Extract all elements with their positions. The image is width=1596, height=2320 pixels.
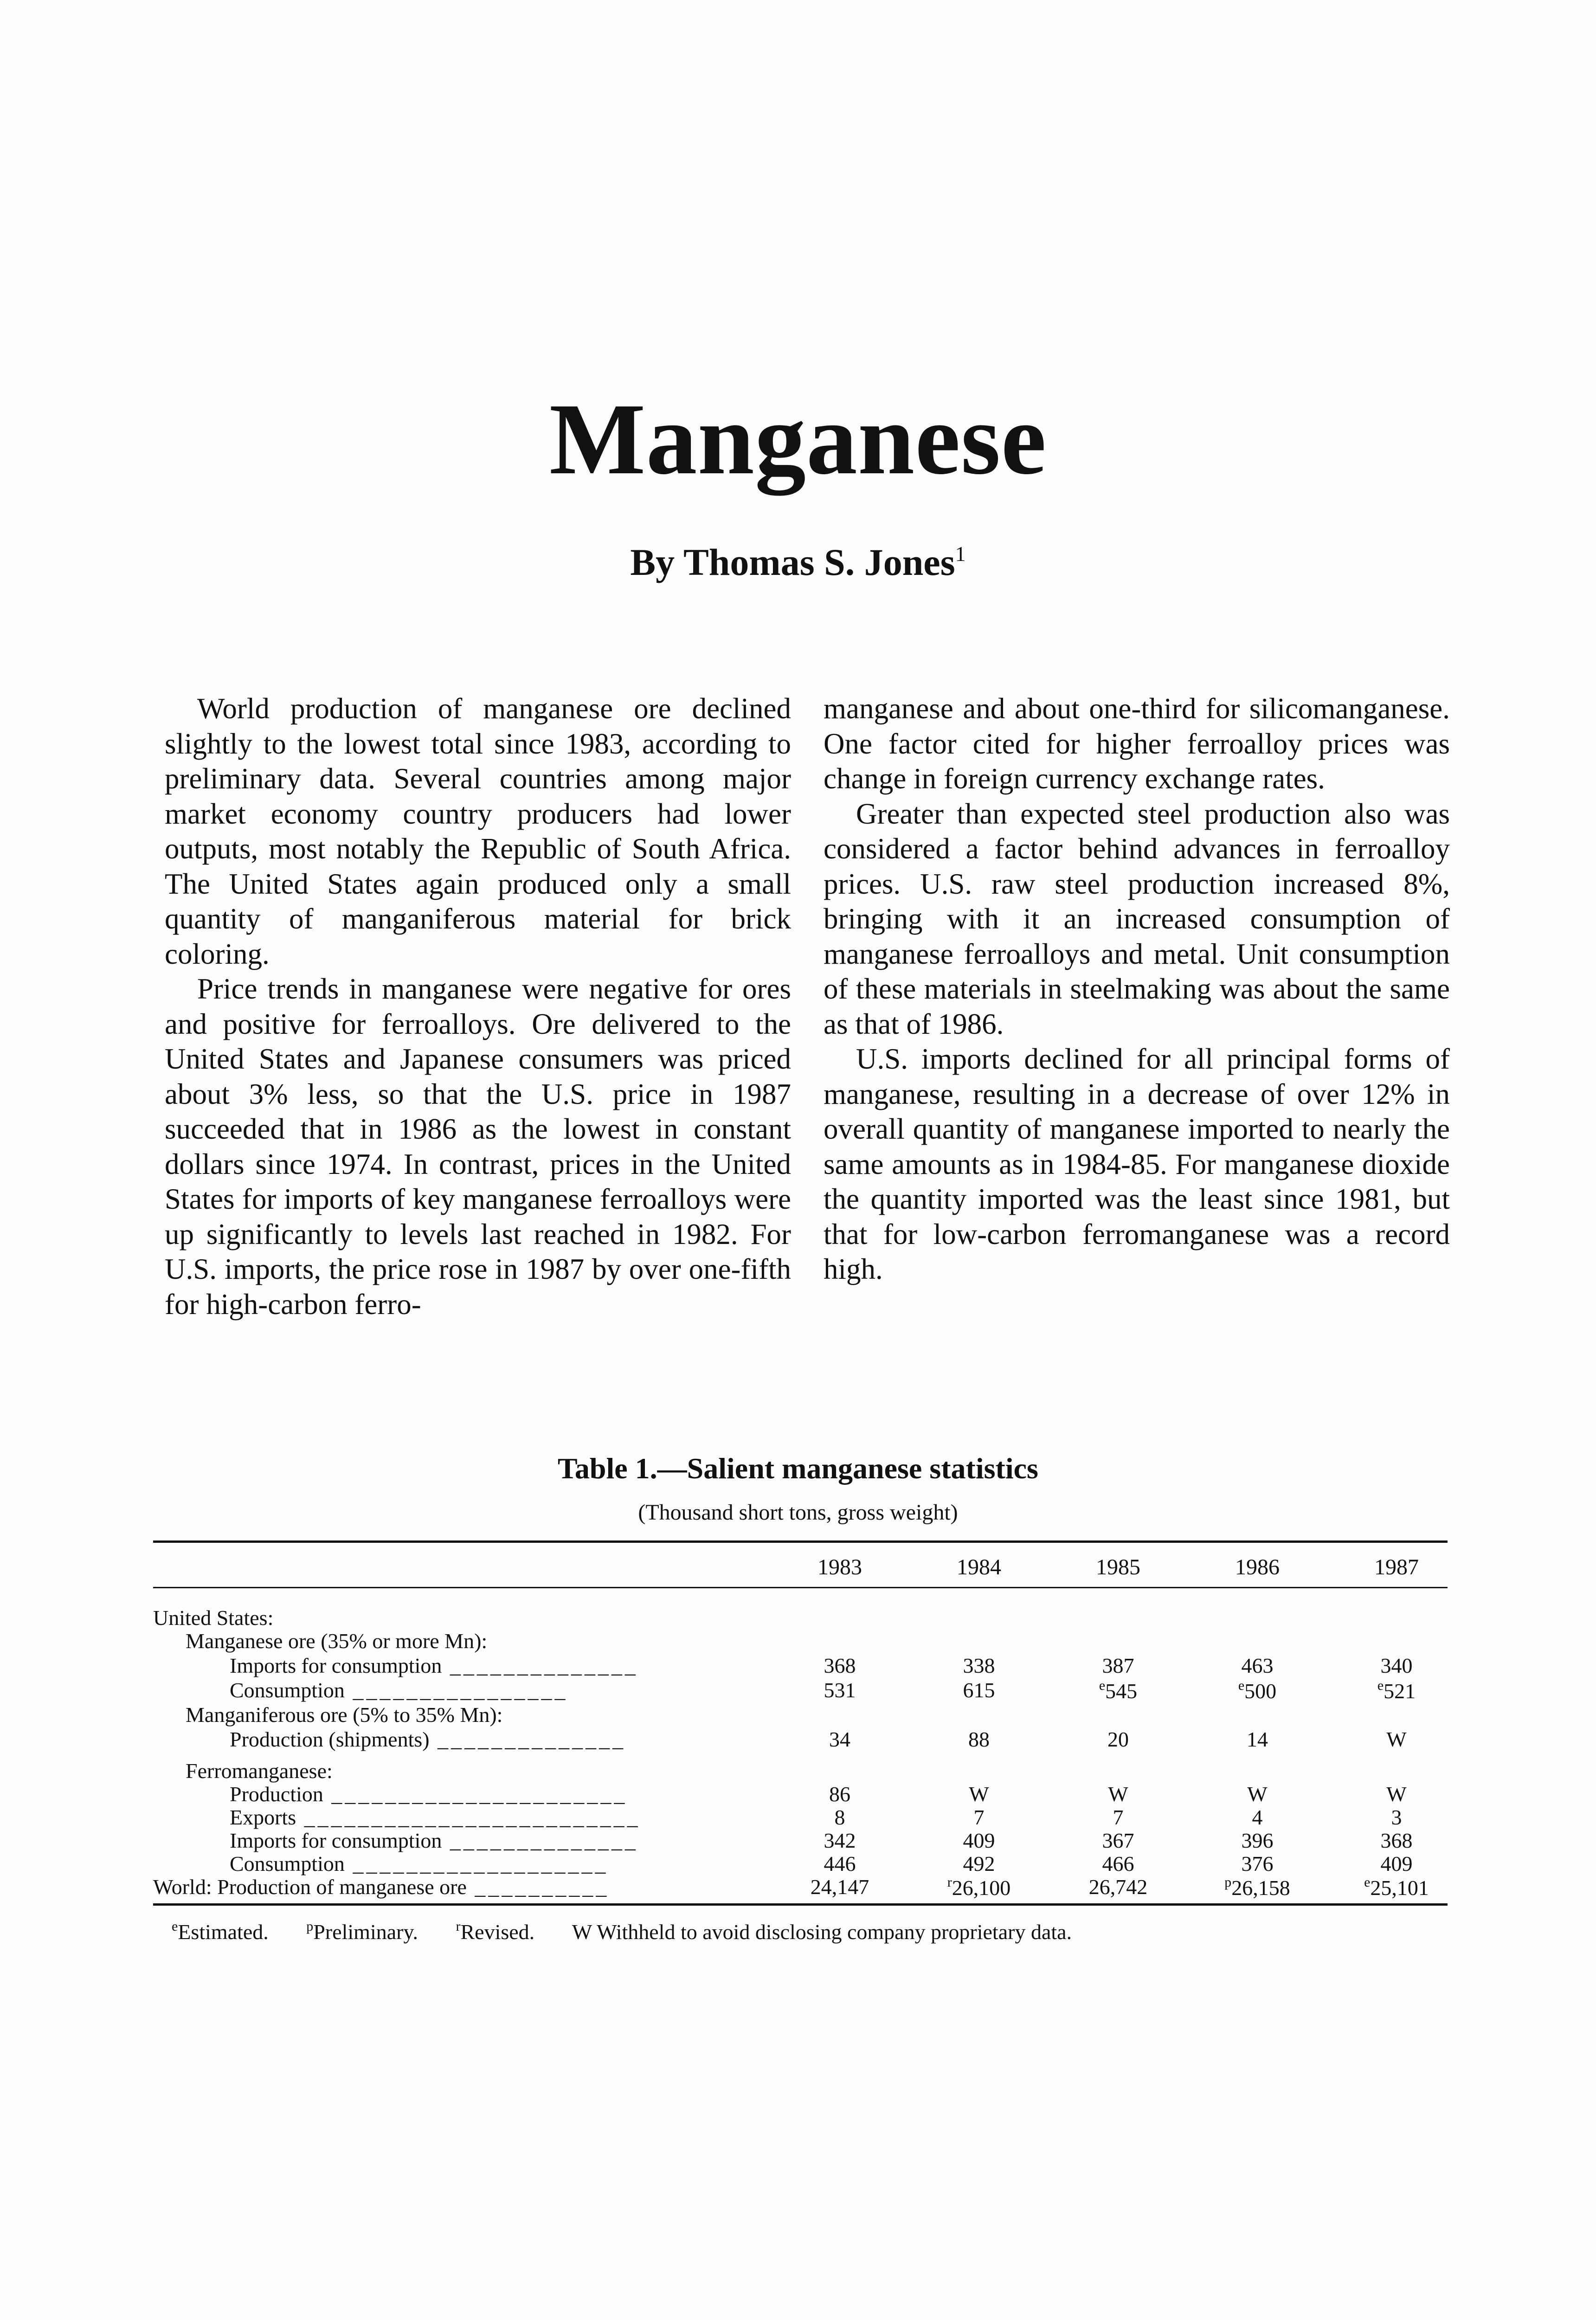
table-cell: 368 <box>1380 1829 1413 1852</box>
table-title: Table 1.—Salient manganese statistics <box>558 1452 1038 1485</box>
table-row <box>0 1875 1596 1900</box>
table-cell: $^r$26,100 <box>947 1875 1011 1900</box>
table-cell: 26,742 <box>1088 1875 1148 1899</box>
table-cell: 342 <box>824 1829 856 1852</box>
table-cell: 409 <box>963 1829 995 1852</box>
table-cell: 86 <box>829 1782 850 1806</box>
table-cell: 3 <box>1391 1805 1402 1829</box>
table-cell: 340 <box>1380 1654 1413 1677</box>
table-cell: 446 <box>824 1852 856 1875</box>
table-row <box>0 1727 1596 1752</box>
table-cell: 88 <box>968 1727 990 1751</box>
year-header: 1987 <box>1374 1555 1419 1579</box>
paragraph: Price trends in manganese were negative for ores and positive for ferroalloys. Ore delivered to the United States and Japanese consumers was priced about 3% less, so that the U.S. price in 1987 succeeded that in 1986 as the lowest in constant dollars since 1974. In contrast, prices in the United States for imports of key manganese ferroalloys were up significantly to levels last reached in 1982. For U.S. imports, the price rose in 1987 by over one-fifth for high-carbon ferro- <box>165 973 791 1321</box>
author-name: By Thomas S. Jones <box>630 541 955 583</box>
row-label: Production ______________________ <box>230 1782 628 1806</box>
table-cell: 376 <box>1241 1852 1274 1875</box>
footnote-withheld: W Withheld to avoid disclosing company proprietary data. <box>572 1920 1072 1944</box>
table-cell: 466 <box>1102 1852 1134 1875</box>
year-header: 1984 <box>957 1555 1001 1579</box>
table-cell: 396 <box>1241 1829 1274 1852</box>
table-cell: W <box>1108 1782 1128 1806</box>
table-cell: 14 <box>1247 1727 1268 1751</box>
table-row <box>0 1653 1596 1678</box>
footnote-estimated: $^e$Estimated. <box>172 1919 269 1944</box>
row-label: World: Production of manganese ore __________ <box>153 1875 610 1899</box>
table-cell: 492 <box>963 1852 995 1875</box>
article-title: Manganese <box>549 382 1047 496</box>
row-label: Production (shipments) ______________ <box>230 1727 626 1751</box>
table-subtitle: (Thousand short tons, gross weight) <box>638 1500 958 1525</box>
table-cell: 387 <box>1102 1654 1134 1677</box>
table-bottom-rule <box>153 1903 1448 1906</box>
footnote-preliminary: $^p$Preliminary. <box>306 1919 418 1944</box>
row-label: Manganese ore (35% or more Mn): <box>186 1629 488 1653</box>
table-cell: 4 <box>1252 1805 1263 1829</box>
table-top-rule <box>153 1540 1448 1543</box>
table-cell: 615 <box>963 1678 995 1702</box>
body-column-right <box>824 691 1450 1287</box>
table-cell: 8 <box>834 1805 845 1829</box>
table-row <box>0 1805 1596 1830</box>
row-label: Consumption ________________ <box>230 1678 568 1702</box>
table-cell: 24,147 <box>810 1875 869 1899</box>
table-row <box>0 1851 1596 1876</box>
table-footnotes <box>172 1919 1452 1944</box>
table-row <box>0 1702 1596 1727</box>
table-cell: W <box>1247 1782 1268 1806</box>
table-row <box>0 1828 1596 1853</box>
table-cell: $^e$25,101 <box>1364 1875 1429 1900</box>
table-cell: 368 <box>824 1654 856 1677</box>
table-row <box>0 1759 1596 1784</box>
table-cell: 367 <box>1102 1829 1134 1852</box>
table-cell: 409 <box>1380 1852 1413 1875</box>
table-cell: 7 <box>1113 1805 1124 1829</box>
table-row <box>0 1629 1596 1654</box>
byline <box>0 541 1596 584</box>
table-cell: W <box>1386 1727 1407 1751</box>
table-cell: 463 <box>1241 1654 1274 1677</box>
row-label: Exports _________________________ <box>230 1805 641 1829</box>
table-cell: 34 <box>829 1727 850 1751</box>
row-label: United States: <box>153 1606 274 1630</box>
table-cell: $^e$500 <box>1238 1678 1277 1703</box>
author-footnote-mark: 1 <box>955 542 966 566</box>
row-label: Manganiferous ore (5% to 35% Mn): <box>186 1703 503 1727</box>
table-row <box>0 1782 1596 1807</box>
table-cell: $^p$26,158 <box>1224 1875 1290 1900</box>
table-row <box>0 1605 1596 1630</box>
row-label: Consumption ___________________ <box>230 1852 609 1875</box>
paragraph: Greater than expected steel production also was considered a factor behind advances in ferroalloy prices. U.S. raw steel production increased 8%, bringing with it an increased consumption of manganese ferroalloys and metal. Unit consumption of these materials in steelmaking was about the same as that of 1986. <box>824 797 1450 1040</box>
table-cell: 20 <box>1107 1727 1129 1751</box>
table-cell: $^e$521 <box>1377 1678 1416 1703</box>
table-cell: 338 <box>963 1654 995 1677</box>
body-column-left <box>165 691 791 1322</box>
paragraph: U.S. imports declined for all principal forms of manganese, resulting in a decrease of over 12% in overall quantity of manganese imported to nearly the same amounts as in 1984-85. For manganese dioxide the quantity imported was the least since 1981, but that for low-carbon ferromanganese was a record high. <box>824 1043 1450 1285</box>
row-label: Imports for consumption ______________ <box>230 1654 638 1677</box>
table-cell: W <box>969 1782 989 1806</box>
year-header: 1985 <box>1096 1555 1140 1579</box>
table-cell: 531 <box>824 1678 856 1702</box>
year-header: 1983 <box>817 1555 862 1579</box>
table-cell: 7 <box>973 1805 985 1829</box>
footnote-revised: $^r$Revised. <box>456 1919 535 1944</box>
table-row <box>0 1678 1596 1703</box>
paragraph: manganese and about one-third for silicomanganese. One factor cited for higher ferroalloy prices was change in foreign currency exchange rates. <box>824 692 1450 795</box>
paragraph: World production of manganese ore declined slightly to the lowest total since 1983, according to preliminary data. Several countries among major market economy country producers had lower outputs, most notably the Republic of South Africa. The United States again produced only a small quantity of manganiferous material for brick coloring. <box>165 692 791 970</box>
year-header: 1986 <box>1235 1555 1280 1579</box>
row-label: Imports for consumption ______________ <box>230 1829 638 1852</box>
table-cell: $^e$545 <box>1099 1678 1138 1703</box>
table-header-rule <box>153 1587 1448 1588</box>
row-label: Ferromanganese: <box>186 1759 333 1783</box>
table-cell: W <box>1386 1782 1407 1806</box>
